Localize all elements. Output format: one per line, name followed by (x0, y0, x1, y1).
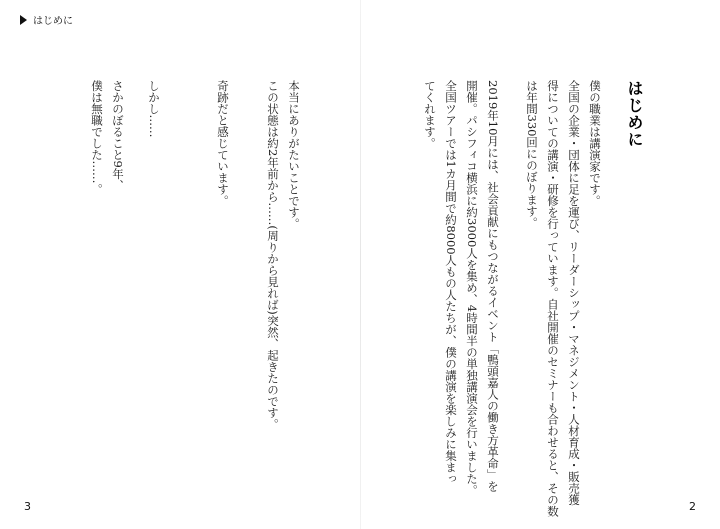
text-line: しかし…… (147, 80, 161, 138)
text-line: 奇跡だと感じています。 (216, 80, 230, 207)
gutter (360, 0, 361, 529)
running-head-label: はじめに (33, 16, 73, 27)
page-number-right: 2 (689, 500, 696, 513)
chapter-title: はじめに (625, 80, 644, 148)
text-line: 僕の職業は講演家です。 (588, 80, 602, 207)
text-line: 2019年10月には、社会貢献にもつながるイベント「鴨頭嘉人の働き方革命」を (486, 80, 500, 492)
text-line: 僕は無職でした……。 (90, 80, 104, 195)
text-line: てくれます。 (423, 80, 437, 149)
text-line: 本当にありがたいことです。 (287, 80, 301, 230)
text-line: 全国の企業・団体に足を運び、リーダーシップ・マネジメント・人材育成・販売獲 (567, 80, 581, 506)
running-head (20, 12, 73, 27)
text-line: この状態は約2年前から……(周りから見れば)突然、起きたのです。 (266, 80, 280, 430)
page-number-left: 3 (24, 500, 31, 513)
text-line: は年間330回にのぼります。 (525, 80, 539, 229)
text-line: さかのぼること9年、 (111, 80, 125, 191)
triangle-marker-icon (20, 15, 27, 25)
text-line: 開催。パシフィコ横浜に約3000人を集め、4時間半の単独講演会を行いました。 (465, 80, 479, 497)
text-line: 得についての講演・研修を行っています。自社開催のセミナーも合わせると、その数 (546, 80, 560, 517)
text-line: 全国ツアーでは1カ月間で約8000人もの人たちが、僕の講演を楽しみに集まっ (444, 80, 458, 485)
